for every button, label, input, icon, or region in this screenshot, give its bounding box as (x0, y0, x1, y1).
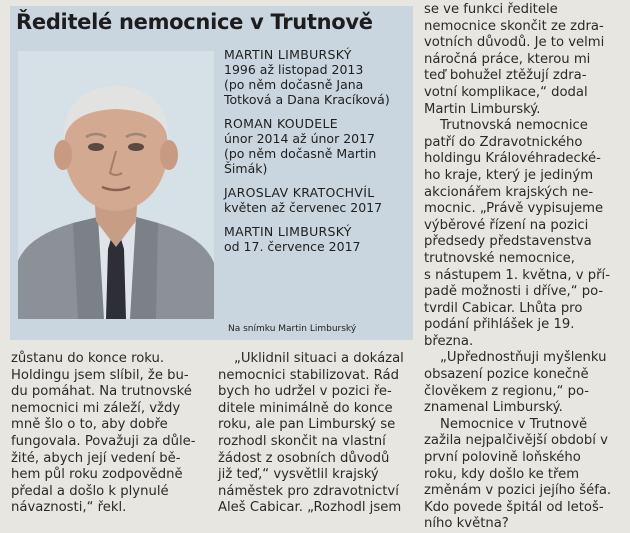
article-text-line: mně šlo o to, aby dobře (11, 417, 168, 433)
article-text-line: votní komplikace,“ dodal (424, 84, 588, 100)
article-text-line: již teď,“ vysvětlil krajský (218, 467, 379, 483)
article-text-line: patří do Zdravotnického (424, 134, 583, 150)
photo-caption: Na snímku Martin Limburský (228, 324, 357, 334)
article-text-line: obsazení pozice konečně (424, 367, 589, 383)
article-text-line: roku, kdy došlo ke třem (424, 466, 580, 482)
article-text-line: návaznosti,“ řekl. (11, 500, 127, 516)
article-text-line: náměstek pro zdravotnictví (218, 483, 399, 499)
article-text-line: bych ho udržel v pozici ře- (218, 384, 392, 400)
director-term: květen až červenec 2017 (224, 200, 383, 215)
article-text-line: se ve funkci ředitele (424, 2, 558, 17)
article-column-c (424, 2, 624, 533)
article-text-line: výběrové řízení na pozici (424, 217, 589, 233)
director-note-line: Šimák) (224, 161, 268, 176)
director-entry (224, 185, 410, 215)
director-name: JAROSLAV KRATOCHVÍL (224, 185, 375, 200)
director-term: od 17. července 2017 (224, 239, 361, 254)
article-text-line: předsedy představenstva (424, 234, 592, 250)
director-note-line: (po něm dočasně Jana (224, 77, 364, 92)
director-entry (224, 47, 410, 107)
article-text-line: rozhodl skončit na vlastní (218, 433, 386, 449)
directors-list (224, 47, 410, 263)
director-entry (224, 224, 410, 254)
article-text-line: Martin Limburský. (424, 101, 541, 117)
article-text-line: „Upřednostňuji myšlenku (440, 350, 607, 366)
article-text-line: první polovině loňského (424, 450, 581, 466)
article-text-line: Kdo povede špitál od letoš- (424, 499, 604, 515)
article-column-b (218, 351, 413, 517)
article-text-line: nemocnici mi záleží, vždy (11, 400, 181, 416)
article-text-line: tvrdil Cabicar. Lhůta pro (424, 300, 583, 316)
article-text-line: s nástupem 1. května, v pří- (424, 267, 610, 283)
article-text-line: teď bohužel ztěžují zdra- (424, 68, 587, 84)
article-text-line: ho kraje, který je jediným (424, 167, 594, 183)
article-text-line: žádost z osobních důvodů (218, 450, 390, 466)
article-text-line: ditele minimálně do konce (218, 400, 393, 416)
article-text-line: Holdingu jsem slíbil, že bu- (11, 367, 189, 383)
article-text-line: nemocnice skončit ze zdra- (424, 18, 604, 34)
director-term: 1996 až listopad 2013 (224, 62, 364, 77)
article-text-line: hem půl roku zodpovědně (11, 467, 183, 483)
article-text-line: Trutnovská nemocnice (440, 118, 588, 134)
article-text-line: předal a došlo k plynulé (11, 483, 169, 499)
article-text-line: podání přihlášek je 19. (424, 317, 575, 333)
article-text-line: fungovala. Považuji za důle- (11, 433, 196, 449)
portrait-photo (18, 51, 214, 319)
article-text-line: trutnovské nemocnice, (424, 250, 575, 266)
article-text-line: akcionářem krajských ne- (424, 184, 594, 200)
article-text-line: du pomáhat. Na trutnovské (11, 384, 192, 400)
director-name: MARTIN LIMBURSKÝ (224, 224, 352, 239)
portrait-illustration (18, 51, 214, 319)
article-text-line: znamenal Limburský. (424, 400, 563, 416)
article-text-line: „Uklidnil situaci a dokázal (234, 351, 404, 366)
article-text-line: roku, ale pan Limburský se (218, 417, 396, 433)
article-column-a (11, 351, 208, 517)
article-text-line: Aleš Cabicar. „Rozhodl jsem (218, 500, 402, 516)
article-text-line: Nemocnice v Trutnově (440, 416, 588, 432)
article-text-line: nemocnici stabilizovat. Rád (218, 367, 400, 383)
article-text-line: votních důvodů. Je to velmi (424, 35, 605, 51)
director-name: MARTIN LIMBURSKÝ (224, 47, 352, 62)
article-text-line: změnám v pozici jejího šéfa. (424, 483, 612, 499)
director-name: ROMAN KOUDELE (224, 116, 338, 131)
article-text-line: holdingu Královéhradecké- (424, 151, 601, 167)
director-entry (224, 116, 410, 176)
article-text-line: padě možnosti i dříve,“ po- (424, 284, 604, 300)
article-text-line: zažila nejpalčivější období v (424, 433, 608, 449)
directors-sidebar-box (10, 6, 413, 340)
director-note-line: (po něm dočasně Martin (224, 146, 377, 161)
director-term: únor 2014 až únor 2017 (224, 131, 376, 146)
sidebar-title: Ředitelé nemocnice v Trutnově (16, 10, 373, 34)
article-text-line: člověkem z regionu,“ po- (424, 383, 590, 399)
article-text-line: března. (424, 333, 474, 349)
article-text-line: náročná práce, kterou mi (424, 51, 591, 67)
article-text-line: zůstanu do konce roku. (11, 351, 165, 366)
article-text-line: mocnic. „Právě vypisujeme (424, 201, 604, 217)
article-text-line: ního května? (424, 516, 509, 532)
article-text-line: žité, abych její vedení bě- (11, 450, 181, 466)
director-note-line: Totková a Dana Kracíková) (224, 92, 390, 107)
